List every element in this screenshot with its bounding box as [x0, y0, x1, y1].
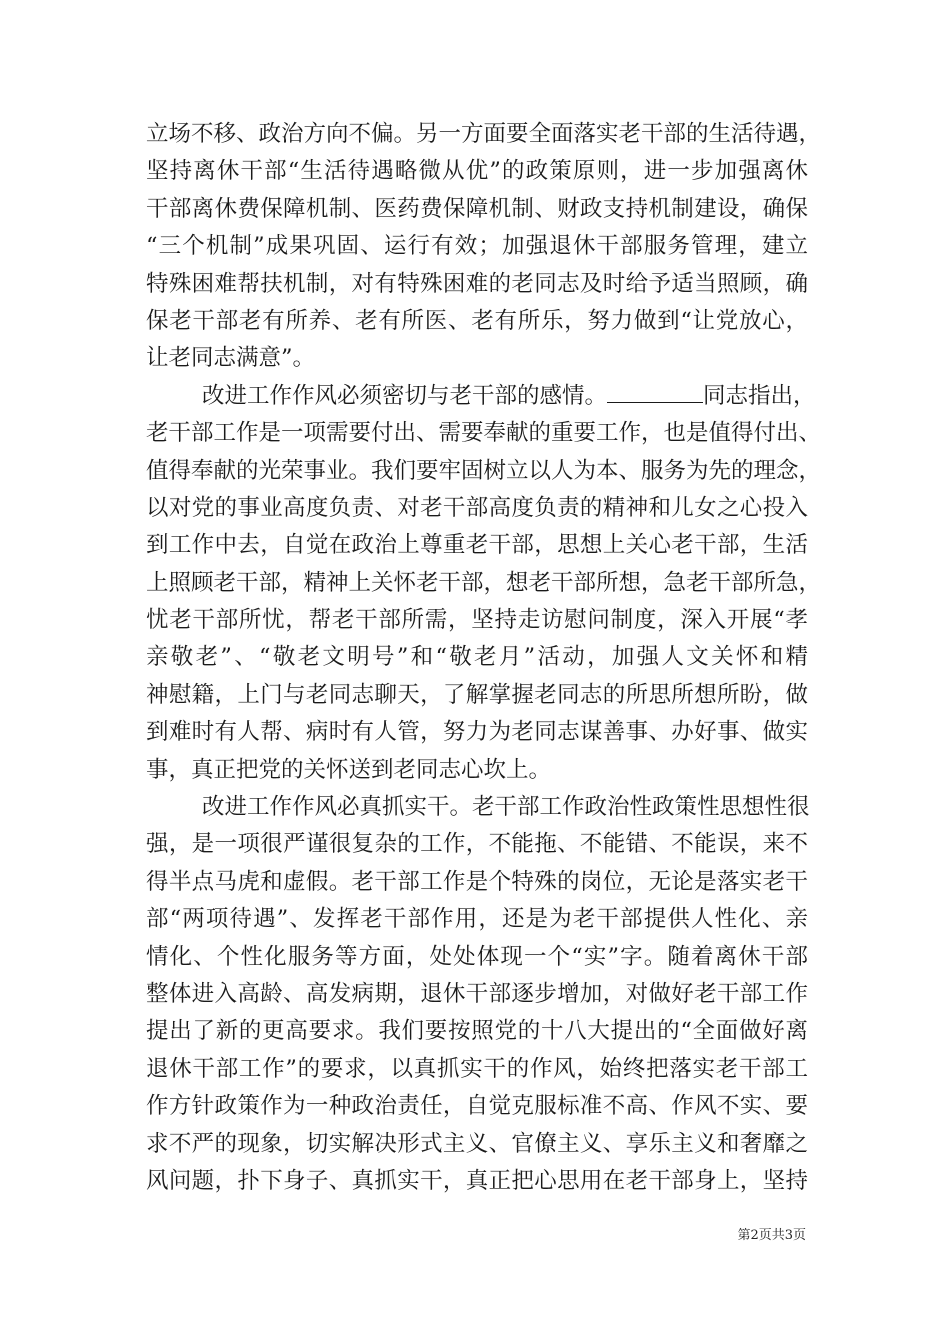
paragraph-3 — [146, 789, 808, 1200]
text-line: 让老同志满意”。 — [146, 345, 316, 372]
fill-in-blank — [607, 382, 703, 403]
text-line: 以对党的事业高度负责、对老干部高度负责的精神和儿女之心投入 — [146, 494, 808, 521]
text-line: 干部离休费保障机制、医药费保障机制、财政支持机制建设，确保 — [146, 195, 808, 222]
text-line: 亲敬老”、“敬老文明号”和“敬老月”活动，加强人文关怀和精 — [146, 644, 808, 671]
text-line: 情化、个性化服务等方面，处处体现一个“实”字。随着离休干部 — [146, 943, 808, 970]
text-line: 值得奉献的光荣事业。我们要牢固树立以人为本、服务为先的理念， — [146, 457, 822, 484]
paragraph-first-line: 改进工作作风必真抓实干。老干部工作政治性政策性思想性很 — [202, 794, 810, 821]
text-line: 风问题，扑下身子、真抓实干，真正把心思用在老干部身上，坚持 — [146, 1167, 808, 1194]
paragraph-2 — [146, 378, 822, 789]
paragraph-1 — [146, 116, 822, 378]
page-number: 第2页共3页 — [737, 1228, 806, 1243]
text-line: 到工作中去，自觉在政治上尊重老干部，思想上关心老干部，生活 — [146, 532, 808, 559]
text-line: 立场不移、政治方向不偏。另一方面要全面落实老干部的生活待遇， — [146, 121, 822, 147]
text-line: 老干部工作是一项需要付出、需要奉献的重要工作，也是值得付出、 — [146, 420, 822, 447]
text-line: 忧老干部所忧，帮老干部所需，坚持走访慰问制度，深入开展“孝 — [146, 607, 808, 634]
text-line: 神慰籍，上门与老同志聊天，了解掌握老同志的所思所想所盼，做 — [146, 681, 808, 708]
text-line: 强，是一项很严谨很复杂的工作，不能拖、不能错、不能误，来不 — [146, 831, 808, 858]
text-line: 退休干部工作”的要求，以真抓实干的作风，始终把落实老干部工 — [146, 1055, 808, 1082]
text-line: 部“两项待遇”、发挥老干部作用，还是为老干部提供人性化、亲 — [146, 906, 808, 933]
text-line: 坚持离休干部“生活待遇略微从优”的政策原则，进一步加强离休 — [146, 158, 808, 185]
text-line: 整体进入高龄、高发病期，退休干部逐步增加，对做好老干部工作 — [146, 980, 808, 1007]
text-line: 到难时有人帮、病时有人管，努力为老同志谋善事、办好事、做实 — [146, 719, 808, 746]
text-line: 提出了新的更高要求。我们要按照党的十八大提出的“全面做好离 — [146, 1018, 808, 1045]
document-body — [146, 116, 822, 1200]
text-run: 同志指出， — [703, 382, 816, 409]
text-line: 上照顾老干部，精神上关怀老干部，想老干部所想，急老干部所急， — [146, 569, 822, 596]
text-run: 改进工作作风必须密切与老干部的感情。 — [202, 382, 608, 409]
text-line: 得半点马虎和虚假。老干部工作是个特殊的岗位，无论是落实老干 — [146, 868, 808, 895]
text-line: “三个机制”成果巩固、运行有效；加强退休干部服务管理，建立 — [146, 233, 808, 260]
text-line: 特殊困难帮扶机制，对有特殊困难的老同志及时给予适当照顾，确 — [146, 270, 808, 297]
text-line: 保老干部老有所养、老有所医、老有所乐，努力做到“让党放心， — [146, 307, 808, 334]
text-line: 作方针政策作为一种政治责任，自觉克服标准不高、作风不实、要 — [146, 1093, 808, 1120]
text-line: 求不严的现象，切实解决形式主义、官僚主义、享乐主义和奢靡之 — [146, 1130, 808, 1157]
paragraph-first-line — [146, 378, 816, 415]
text-line: 事，真正把党的关怀送到老同志心坎上。 — [146, 756, 552, 783]
